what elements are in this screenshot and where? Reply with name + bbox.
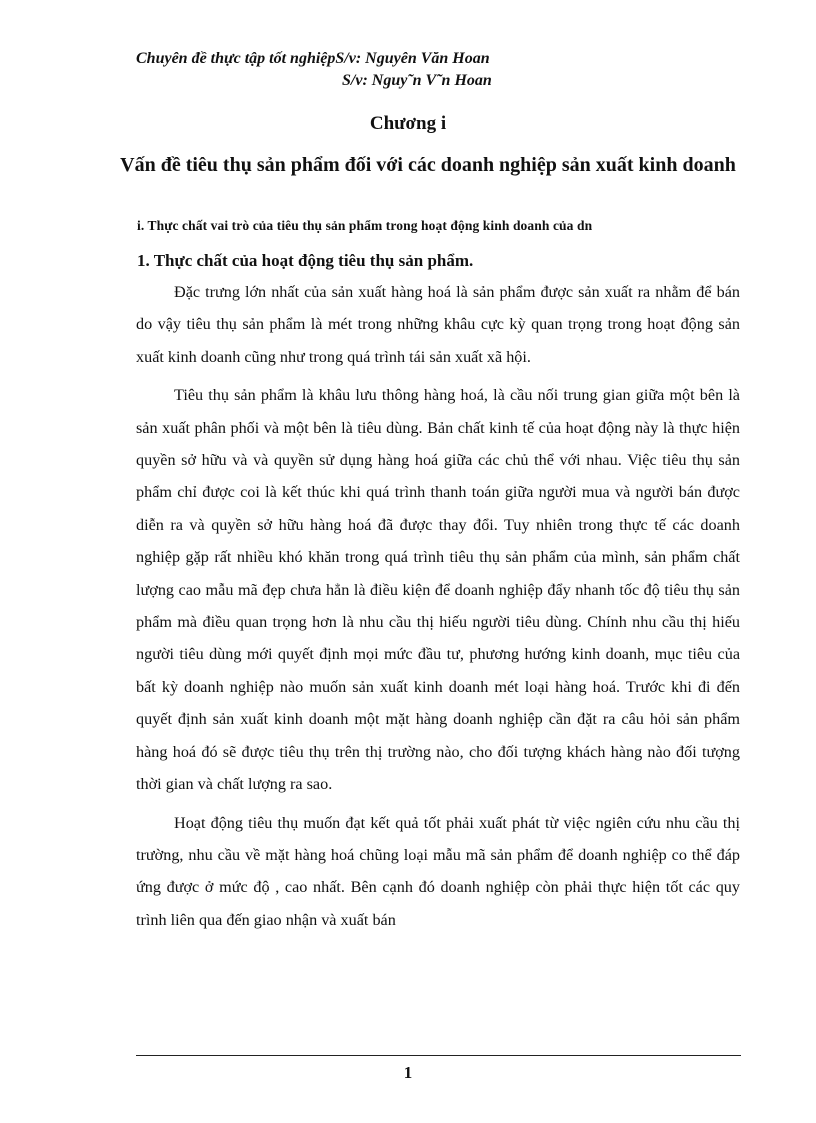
running-header-line-1: Chuyên đề thực tập tốt nghiệpS/v: Nguyên Văn Hoan <box>136 50 490 67</box>
paragraph-3: Hoạt động tiêu thụ muốn đạt kết quả tốt phải xuất phát từ việc ngiên cứu nhu cầu thị trường, nhu cầu về mặt hàng hoá chũng loại mẫu mã sản phẩm để doanh nghiệp co thể đáp ứng được ở mức độ , cao nhất. Bên cạnh đó doanh nghiệp còn phải thực hiện tốt các quy trình liên qua đến giao nhận và xuất bán <box>136 813 740 929</box>
footer-rule <box>136 1055 741 1056</box>
page-number: 1 <box>403 1063 413 1082</box>
subsection-heading: 1. Thực chất của hoạt động tiêu thụ sản phẩm. <box>137 251 474 270</box>
body-text <box>136 276 740 942</box>
paragraph-2: Tiêu thụ sản phẩm là khâu lưu thông hàng hoá, là cầu nối trung gian giữa một bên là sản xuất phân phối và một bên là tiêu dùng. Bản chất kinh tế của hoạt động này là thực hiện quyền sở hữu và và quyền sử dụng hàng hoá giữa các chủ thể với nhau. Việc tiêu thụ sản phẩm chỉ được coi là kết thúc khi quá trình thanh toán giữa người mua và người bán được diễn ra và quyền sở hữu hàng hoá đã được thay đổi. Tuy nhiên trong thực tế các doanh nghiệp gặp rất nhiều khó khăn trong quá trình tiêu thụ sản phẩm của mình, sản phẩm chất lượng cao mẫu mã đẹp chưa hẳn là điều kiện để doanh nghiệp đẩy nhanh tốc độ tiêu thụ sản phẩm mà điều quan trọng hơn là nhu cầu thị hiếu người tiêu dùng. Chính nhu cầu thị hiếu người tiêu dùng mới quyết định mọi mức đầu tư, phương hướng kinh doanh, mục tiêu của bất kỳ doanh nghiệp nào muốn sản xuất kinh doanh mét loại hàng hoá. Trước khi đi đến quyết định sản xuất kinh doanh một mặt hàng doanh nghiệp cần đặt ra câu hỏi sản phẩm hàng hoá đó sẽ được tiêu thụ trên thị trường nào, cho đối tượng khách hàng nào đối tượng thời gian và chất lượng ra sao. <box>136 386 740 794</box>
section-heading: i. Thực chất vai trò của tiêu thụ sản phẩm trong hoạt động kinh doanh của dn <box>137 218 593 233</box>
paragraph-1: Đặc trưng lớn nhất của sản xuất hàng hoá là sản phẩm được sản xuất ra nhằm để bán do vậy tiêu thụ sản phẩm là mét trong những khâu cực kỳ quan trọng trong hoạt động sản xuất kinh doanh cũng như trong quá trình tái sản xuất xã hội. <box>136 283 740 366</box>
document-title: Vấn đề tiêu thụ sản phẩm đối với các doanh nghiệp sản xuất kinh doanh <box>120 154 736 176</box>
running-header-line-2: S/v: Nguy˜n V˜n Hoan <box>342 72 492 89</box>
chapter-heading: Chương i <box>369 113 447 134</box>
